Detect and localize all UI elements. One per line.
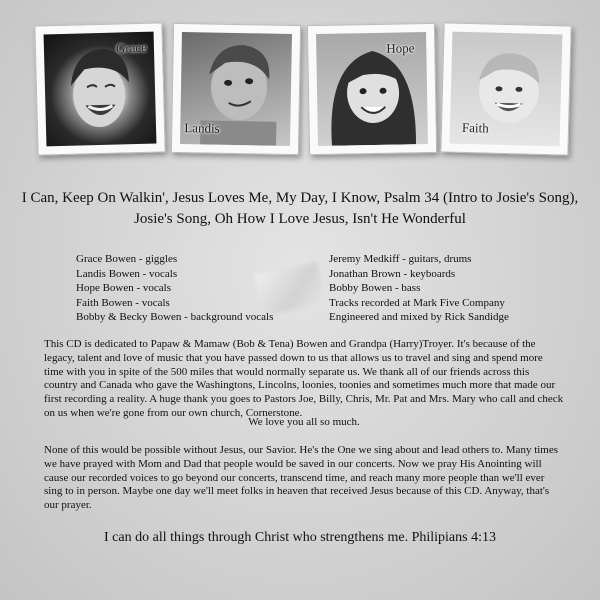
photo-faith bbox=[440, 22, 571, 155]
credit-item: Bobby & Becky Bowen - background vocals bbox=[76, 311, 274, 323]
photo-landis bbox=[171, 23, 301, 155]
credit-item: Faith Bowen - vocals bbox=[76, 296, 170, 309]
photo-grace bbox=[34, 22, 165, 155]
credit-item: Hope Bowen - vocals bbox=[76, 282, 172, 294]
credit-item: Jonathan Brown - keyboards bbox=[329, 267, 456, 280]
credit-item: Tracks recorded at Mark Five Company bbox=[329, 296, 505, 309]
bible-verse: I can do all things through Christ who strengthens me. Philipians 4:13 bbox=[104, 530, 496, 545]
photo-strip bbox=[32, 24, 572, 160]
photo-label-grace: Grace bbox=[115, 39, 148, 56]
closing-paragraph: None of this would be possible without Jesus, our Savior. He's the One we sing about and lead others to. Many times we have prayed with Mom and Dad that people would be saved in our concerts. Now we pray His Anointing will cause our recorded voices to go beyond our concerts, transcend time, and reach many more people than we'll ever sing to in person. Maybe one day we'll meet folks in heaven that received Jesus because of this CD. Anyway, that's our prayer. bbox=[44, 444, 559, 512]
photo-label-hope: Hope bbox=[386, 40, 415, 56]
credit-item: Grace Bowen - giggles bbox=[76, 253, 178, 265]
credits-right-list bbox=[329, 252, 509, 325]
song-list-title: I Can, Keep On Walkin', Jesus Loves Me, My Day, I Know, Psalm 34 (Intro to Josie's Song), Josie's Song, Oh How I Love Jesus, Isn't He Wonderful bbox=[21, 190, 579, 227]
credits-left-list bbox=[76, 252, 273, 325]
photo-label-faith: Faith bbox=[461, 119, 489, 136]
love-line: We love you all so much. bbox=[248, 416, 360, 428]
credit-item: Bobby Bowen - bass bbox=[329, 282, 421, 294]
credit-item: Engineered and mixed by Rick Sandidge bbox=[329, 311, 509, 323]
credit-item: Jeremy Medkiff - guitars, drums bbox=[329, 253, 472, 265]
photo-label-landis: Landis bbox=[184, 120, 220, 136]
credit-item: Landis Bowen - vocals bbox=[76, 267, 178, 280]
dedication-paragraph: This CD is dedicated to Papaw & Mamaw (Bob & Tena) Bowen and Grandpa (Harry)Troyer. It's because of the legacy, talent and love of music that you have passed down to us that allows us to travel and sing and spend more time with you in spite of the 500 miles that would normally separate us. We thank all of our friends across this country and Canada who gave the Washingtons, Lincolns, loonies, toonies and sometimes much more that made our first recording a reality. A huge thank you goes to Pastors Joe, Billy, Chris, Mr. Pat and Mrs. Mary who call and check on us when we're gone from our own church, Cornerstone. bbox=[44, 338, 564, 419]
photo-hope bbox=[307, 23, 437, 155]
